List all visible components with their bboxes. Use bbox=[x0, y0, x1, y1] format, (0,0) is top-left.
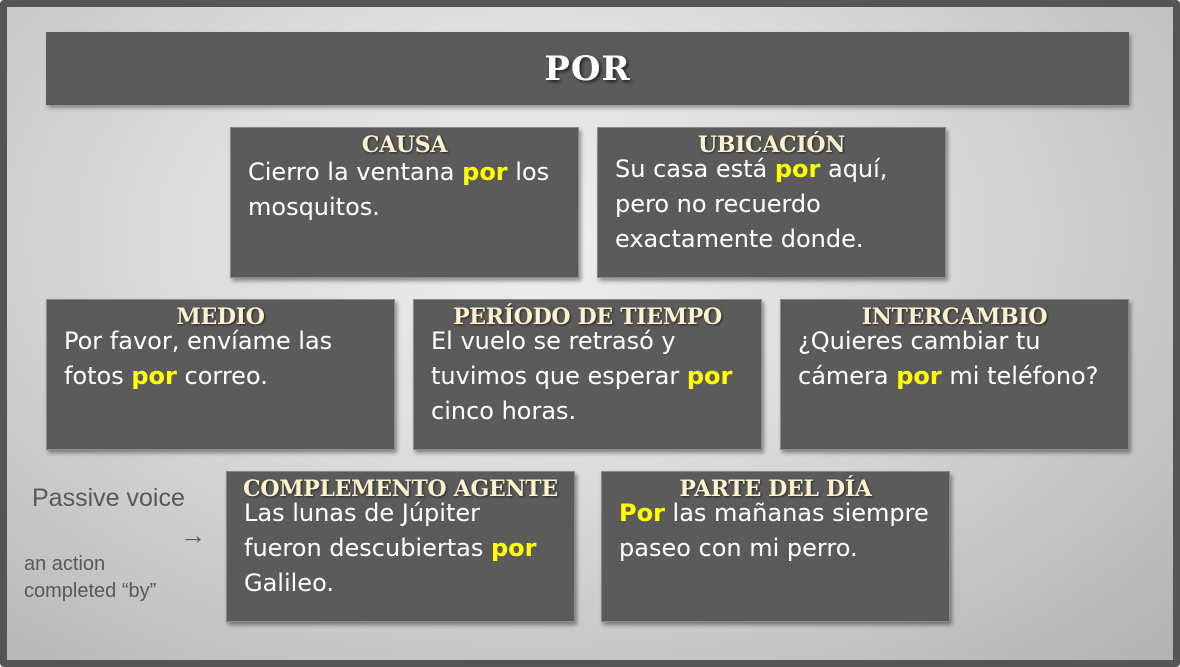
card-heading: CAUSA bbox=[361, 132, 448, 158]
card-heading: PARTE DEL DÍA bbox=[679, 476, 872, 502]
por-highlight: por bbox=[896, 362, 942, 390]
arrow-icon: → bbox=[180, 520, 206, 550]
card-causa bbox=[230, 127, 579, 278]
card-heading: COMPLEMENTO AGENTE bbox=[243, 476, 558, 502]
card-example bbox=[231, 155, 578, 225]
example-text: cinco horas. bbox=[431, 397, 577, 425]
card-heading: PERÍODO DE TIEMPO bbox=[453, 304, 722, 330]
example-text: correo. bbox=[176, 362, 268, 390]
card-complemento-agente bbox=[226, 471, 575, 622]
card-example bbox=[414, 324, 761, 429]
example-text: aquí, pero no recuerdo exactamente donde. bbox=[615, 155, 888, 253]
title-banner bbox=[46, 32, 1129, 105]
card-parte-del-dia bbox=[601, 471, 950, 622]
example-text: Las lunas de Júpiter fueron descubiertas bbox=[244, 499, 491, 562]
card-heading: INTERCAMBIO bbox=[861, 304, 1048, 330]
example-text: Su casa está bbox=[615, 155, 775, 183]
por-highlight: por bbox=[686, 362, 733, 390]
example-text: los mosquitos. bbox=[248, 158, 550, 221]
side-note-line-2: completed “by” bbox=[24, 580, 157, 602]
por-highlight: por bbox=[490, 534, 537, 562]
example-text: Por favor, envíame las fotos bbox=[64, 327, 333, 390]
example-text: ¿Quieres cambiar tu cámera bbox=[798, 327, 1041, 390]
example-text: El vuelo se retrasó y tuvimos que esperar bbox=[431, 327, 687, 390]
por-highlight: por bbox=[462, 158, 508, 186]
example-text: las mañanas siempre paseo con mi perro. bbox=[619, 499, 929, 562]
example-text: Galileo. bbox=[244, 569, 334, 597]
example-text: mi teléfono? bbox=[941, 362, 1099, 390]
card-intercambio bbox=[780, 299, 1129, 450]
card-heading: MEDIO bbox=[176, 304, 265, 330]
side-note-line-1: an action bbox=[24, 553, 106, 575]
example-text: Cierro la ventana bbox=[248, 158, 463, 186]
card-example bbox=[781, 324, 1128, 394]
card-example bbox=[598, 152, 945, 257]
card-ubicacion bbox=[597, 127, 946, 278]
por-highlight: por bbox=[774, 155, 821, 183]
card-periodo-de-tiempo bbox=[413, 299, 762, 450]
card-heading: UBICACIÓN bbox=[697, 132, 846, 158]
card-example bbox=[602, 496, 949, 566]
por-highlight: por bbox=[131, 362, 177, 390]
card-medio bbox=[46, 299, 395, 450]
passive-voice-label: Passive voice bbox=[32, 484, 185, 512]
por-highlight: Por bbox=[619, 499, 665, 527]
card-example bbox=[47, 324, 394, 394]
card-example bbox=[227, 496, 574, 601]
page-title: POR bbox=[544, 48, 631, 89]
